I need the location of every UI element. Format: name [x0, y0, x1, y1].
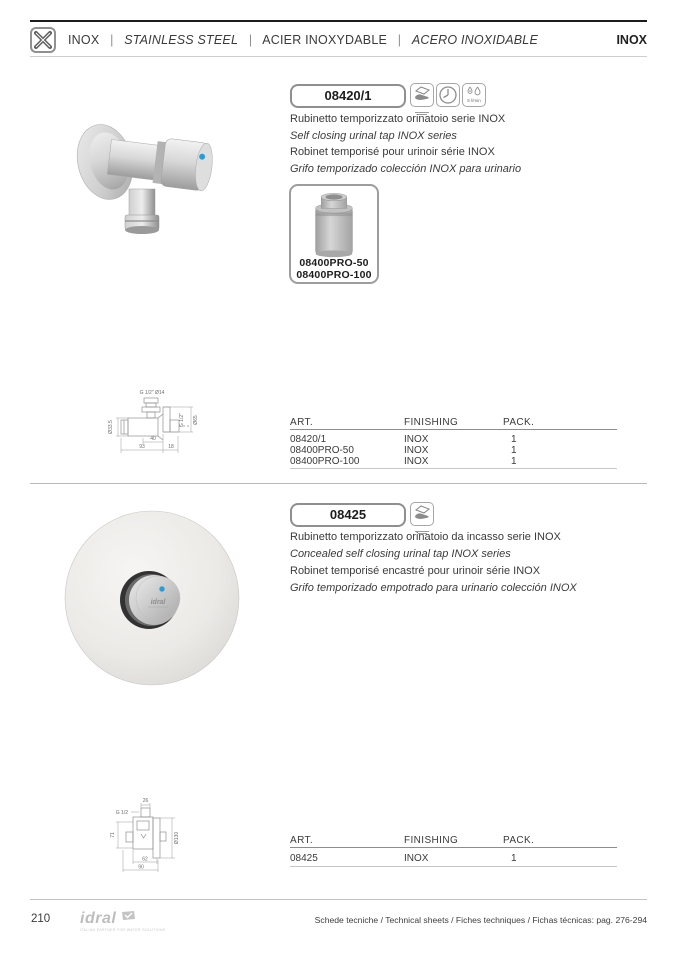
hand-adjustment-icon — [410, 83, 434, 107]
lang-en: STAINLESS STEEL — [124, 33, 239, 47]
dim-62: 62 — [142, 856, 148, 863]
lang-it: INOX — [68, 33, 100, 47]
dim-thread: G 1/2" — [179, 412, 185, 428]
dim-26: 26 — [142, 798, 149, 804]
table-bottom-rule — [290, 468, 617, 469]
dim-93: 93 — [139, 444, 145, 450]
table-cell: 08400PRO-100 — [290, 456, 360, 467]
description-fr: Robinet temporisé pour urinoir série INOX — [290, 146, 495, 158]
footer-note: Schede tecniche / Technical sheets / Fiches techniques / Fichas técnicas: pag. 276-294 — [314, 915, 647, 925]
dim-left: Ø33.5 — [108, 420, 114, 434]
header-category-label: INOX — [616, 33, 647, 47]
table-cell: INOX — [404, 853, 429, 864]
page-number: 210 — [31, 913, 51, 925]
table-header-rule — [290, 847, 617, 848]
dim-plate-diameter: Ø130 — [174, 831, 180, 845]
product-code-box: 08420/1 — [290, 84, 406, 108]
description-fr: Robinet temporisé encastré pour urinoir série INOX — [290, 565, 541, 577]
hand-adjustment-icon — [410, 502, 434, 526]
table-cell: 08425 — [290, 853, 318, 864]
lang-fr: ACIER INOXYDABLE — [262, 33, 388, 47]
description-es: Grifo temporizado empotrado para urinario colección INOX — [290, 582, 577, 594]
accessory-code-2: 08400PRO-100 — [296, 269, 372, 281]
technical-drawing-concealed — [95, 790, 205, 880]
water-flow-icon — [462, 83, 486, 107]
col-art: ART. — [290, 835, 314, 846]
section-divider — [30, 483, 647, 484]
button-brand-label: idral — [150, 599, 166, 606]
logo-wordmark: idral — [80, 910, 117, 927]
table-bottom-rule — [290, 866, 617, 867]
dim-90: 90 — [138, 864, 144, 871]
header-language-strip — [68, 33, 538, 47]
table-cell: 1 — [511, 853, 517, 864]
technical-drawing-tap — [95, 380, 205, 470]
table-cell: 08400PRO-50 — [290, 445, 354, 456]
col-art: ART. — [290, 417, 314, 428]
description-it: Rubinetto temporizzato orinatoio serie INOX — [290, 113, 506, 125]
table-cell: 1 — [511, 445, 517, 456]
lang-es: ACERO INOXIDABLE — [411, 33, 538, 47]
logo-emblem-icon — [121, 910, 136, 922]
col-finishing: FINISHING — [404, 835, 459, 846]
table-cell: 1 — [511, 456, 517, 467]
blue-dot-indicator — [159, 586, 164, 591]
description-it: Rubinetto temporizzato orinatoio da incasso serie INOX — [290, 531, 561, 543]
inox-category-icon — [30, 27, 56, 53]
table-header-rule — [290, 429, 617, 430]
description-en: Concealed self closing urinal tap INOX series — [290, 548, 511, 560]
dim-40: 40 — [150, 436, 156, 442]
description-en: Self closing urinal tap INOX series — [290, 130, 457, 142]
dim-18: 18 — [168, 444, 174, 450]
table-cell: INOX — [404, 456, 429, 467]
extension-cylinder-image — [291, 190, 377, 258]
table-cell: 1 — [511, 434, 517, 445]
footer-rule — [30, 899, 647, 900]
separator: | — [397, 33, 402, 47]
col-pack: PACK. — [503, 417, 535, 428]
concealed-plate-photo — [55, 505, 255, 691]
table-cell: 08420/1 — [290, 434, 327, 445]
logo-tagline: ITALIAN PARTNER FOR WATER SOLUTIONS — [80, 928, 166, 932]
urinal-tap-photo — [55, 105, 245, 290]
dim-top: G 1/2" Ø14 — [139, 390, 165, 396]
description-es: Grifo temporizado colección INOX para urinario — [290, 163, 522, 175]
dim-diameter: Ø65 — [193, 415, 199, 425]
timer-clock-icon — [436, 83, 460, 107]
dim-71: 71 — [110, 832, 116, 838]
separator: | — [110, 33, 114, 47]
col-finishing: FINISHING — [404, 417, 459, 428]
accessory-code-1: 08400PRO-50 — [299, 257, 369, 269]
idral-logo — [80, 910, 166, 932]
flow-rate-label: 5 l/min — [467, 98, 481, 103]
header-top-rule — [30, 20, 647, 22]
crossed-x-icon — [32, 29, 54, 51]
separator: | — [248, 33, 253, 47]
dim-thread: G 1/2 — [115, 810, 128, 816]
table-cell: INOX — [404, 434, 429, 445]
col-pack: PACK. — [503, 835, 535, 846]
header-bottom-rule — [30, 56, 647, 57]
table-cell: INOX — [404, 445, 429, 456]
product-code-box: 08425 — [290, 503, 406, 527]
